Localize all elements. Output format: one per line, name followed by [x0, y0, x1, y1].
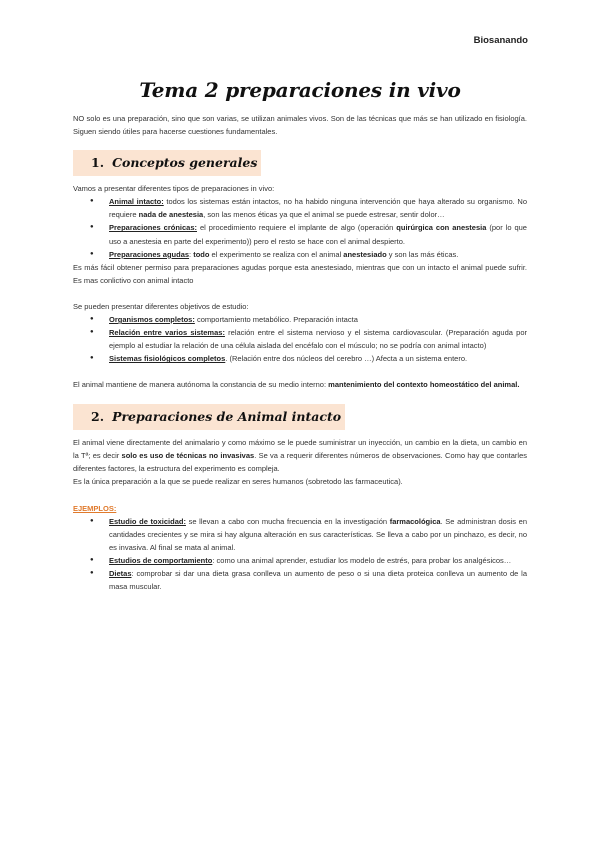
list-item: ● Preparaciones crónicas: el procedimiento requiere el implante de algo (operación quirúrgica con anestesia (por lo que uso a anestesia en parte del experimento)) pero el resto se hace con el animal despierto. — [73, 221, 527, 247]
section-1-lead: Vamos a presentar diferentes tipos de preparaciones in vivo: — [73, 184, 275, 194]
section-1-heading — [73, 150, 527, 176]
intro-paragraph: NO solo es una preparación, sino que son varias, se utilizan animales vivos. Son de las técnicas que más se han utilizado en fisiología. Siguen siendo útiles para hacerse cuestiones fundamentales. — [73, 114, 527, 137]
examples-list — [73, 515, 527, 594]
section-2-number: 2. — [91, 408, 105, 424]
section-1-closing: El animal mantiene de manera autónoma la constancia de su medio interno: mantenimiento del contexto homeostático del animal. — [73, 380, 520, 390]
section-1-title: Conceptos generales — [112, 155, 258, 171]
section-2-title: Preparaciones de Animal intacto — [112, 408, 342, 424]
section-1-after: Es más fácil obtener permiso para preparaciones agudas porque esta anestesiado, mientras que con un intacto el animal puede sufrir. Es mas conlictivo con animal intacto — [73, 262, 527, 285]
list-item: ● Estudio de toxicidad: se llevan a cabo con mucha frecuencia en la investigación farmacológica. Se administran dosis en cantidades crecientes y se mira si hay alguna alteración en sus características. Se lleva a cabo por un pinchazo, es decir, no es invasiva. Al final se mata al animal. — [73, 515, 527, 554]
section-2-paragraph-1: El animal viene directamente del animalario y como máximo se le puede suministrar un inyección, un cambio en la dieta, un cambio en la Tª; es decir solo es uso de técnicas no invasivas. Se va a requerir diferentes números de observaciones. Como hay que contarles diferentes factores, la estructura del experimento es compleja. — [73, 437, 527, 473]
list-item: ● Relación entre varios sistemas: relación entre el sistema nervioso y el sistema cardiovascular. (Preparación aguda por ejemplo al estudiar la relación de una célula aislada del encéfalo con el músculo; no se podría con animal intacto) — [73, 326, 527, 352]
examples-label: EJEMPLOS: — [73, 503, 117, 513]
preparation-types-list — [73, 195, 527, 260]
section-2-paragraph-2: Es la única preparación a la que se puede realizar en seres humanos (sobretodo las farmaceutica). — [73, 476, 403, 486]
objectives-lead: Se pueden presentar diferentes objetivos de estudio: — [73, 301, 249, 311]
list-item: ● Dietas: comprobar si dar una dieta grasa conlleva un aumento de peso o si una dieta proteica conlleva un aumento de la masa muscular. — [73, 567, 527, 593]
page-title: Tema 2 preparaciones in vivo — [139, 78, 461, 102]
list-item: ● Sistemas fisiológicos completos. (Relación entre dos núcleos del cerebro …) Afecta a un sistema entero. — [73, 352, 527, 365]
list-item: ● Organismos completos: comportamiento metabólico. Preparación intacta — [73, 313, 527, 326]
list-item-term: Preparaciones agudas — [109, 249, 190, 259]
list-item-term: Animal intacto: — [109, 197, 164, 207]
document-body — [73, 112, 527, 594]
list-item: ● Animal intacto: todos los sistemas están intactos, no ha habido ninguna intervención que haya alterado su organismo. No requiere nada de anestesia, son las menos éticas ya que el animal se puede estresar, sentir dolor… — [73, 195, 527, 221]
objectives-list — [73, 313, 527, 365]
list-item-term: Preparaciones crónicas: — [109, 223, 198, 233]
list-item: ● Estudios de comportamiento: como una animal aprender, estudiar los modelo de estrés, para probar los analgésicos… — [73, 554, 527, 567]
section-2-heading — [73, 404, 527, 430]
section-1-number: 1. — [91, 155, 105, 171]
brand-label: Biosanando — [473, 35, 528, 46]
list-item: ● Preparaciones agudas: todo el experimento se realiza con el animal anestesiado y son las más éticas. — [73, 248, 527, 261]
